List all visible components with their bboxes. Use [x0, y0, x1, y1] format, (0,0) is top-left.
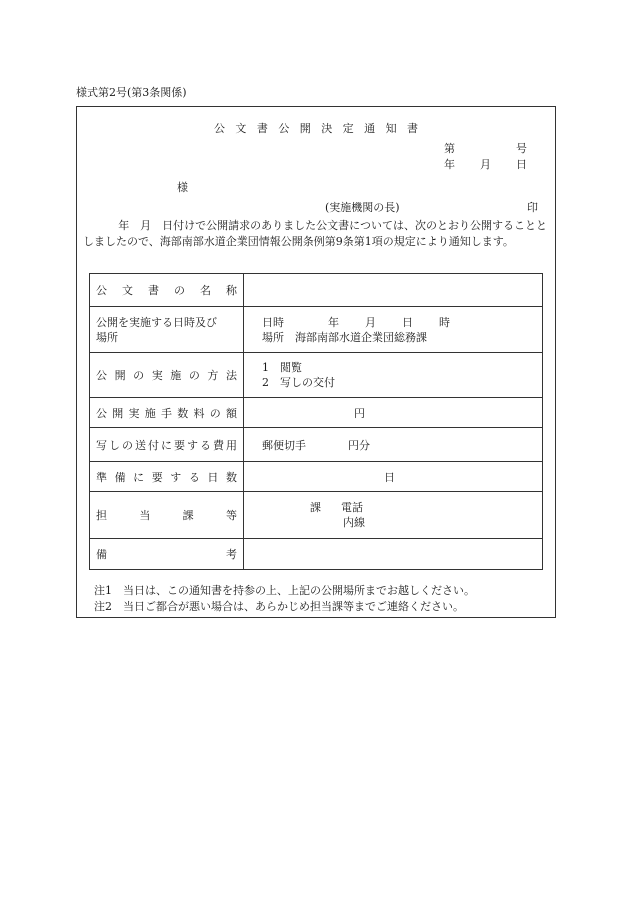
table-row	[90, 307, 543, 353]
label-char: の	[122, 438, 133, 452]
datetime-label: 日時	[262, 315, 284, 329]
disclosure-details-table	[89, 273, 543, 570]
label-char: る	[200, 438, 211, 452]
date-month: 月	[480, 158, 491, 171]
label-char: 開	[112, 406, 124, 420]
label-char: 課	[182, 509, 194, 522]
date-year: 年	[444, 158, 455, 171]
notice-body-text: 年 月 日付けで公開請求のありました公文書については、次のとおり公開することとしましたので、海部南部水道企業団情報公開条例第9条第1項の規定により通知します。	[83, 219, 547, 248]
label-char: 実	[151, 369, 163, 382]
contact-section: 課	[310, 501, 321, 514]
label-char: 用	[226, 438, 237, 452]
label-char: に	[133, 470, 145, 484]
contact-label	[90, 492, 244, 539]
label-char: 費	[213, 438, 224, 452]
label-char: 公	[96, 406, 107, 420]
label-char: 公	[96, 369, 107, 382]
label-char: 要	[174, 438, 185, 452]
table-row	[90, 428, 543, 462]
label-char: の	[174, 284, 185, 297]
label-char: 付	[148, 438, 159, 452]
label-char: 送	[135, 438, 146, 452]
remarks-label	[90, 539, 244, 570]
label-char: る	[188, 470, 200, 484]
prep-days-unit: 日	[384, 470, 395, 484]
label-char: に	[161, 438, 172, 452]
method-option-copy: 2 写しの交付	[262, 376, 335, 389]
datetime-place-label-line1: 公開を実施する日時及び	[96, 315, 217, 329]
label-char: 名	[200, 284, 211, 297]
datetime-place-label-line2: 場所	[96, 330, 118, 344]
prep-days-value	[244, 462, 543, 492]
postage-label	[90, 428, 244, 462]
label-char: し	[109, 438, 120, 452]
label-char: 数	[225, 470, 237, 484]
table-row	[90, 353, 543, 398]
label-char: 数	[177, 406, 189, 420]
datetime-month: 月	[365, 315, 376, 329]
label-char: 書	[148, 284, 159, 297]
label-char: の	[209, 406, 221, 420]
datetime-year: 年	[328, 315, 339, 329]
place-value: 場所 海部南部水道企業団総務課	[262, 330, 427, 344]
label-char: 称	[226, 284, 237, 297]
contact-phone: 電話	[341, 501, 363, 514]
issuer-title: (実施機関の長)	[325, 201, 400, 214]
method-option-inspection: 1 閲覧	[262, 361, 302, 374]
addressee-suffix: 様	[177, 181, 188, 194]
label-char: 額	[226, 406, 237, 420]
label-char: 日	[207, 470, 219, 484]
contact-value	[244, 492, 543, 539]
postage-value	[244, 428, 543, 462]
label-char: 備	[96, 548, 107, 561]
label-char: 文	[122, 284, 133, 297]
datetime-place-value	[244, 307, 543, 353]
form-number-label: 様式第2号(第3条関係)	[76, 86, 187, 99]
postage-stamp-label: 郵便切手	[262, 438, 306, 452]
fee-label	[90, 398, 244, 428]
fee-unit: 円	[354, 406, 365, 420]
seal-mark: 印	[527, 201, 538, 214]
table-row	[90, 274, 543, 307]
label-char: 実	[128, 406, 140, 420]
datetime-line	[262, 315, 542, 330]
label-char: す	[170, 470, 182, 484]
label-char: 等	[225, 509, 237, 522]
method-label	[90, 353, 244, 398]
table-row	[90, 398, 543, 428]
contact-extension: 内線	[343, 516, 365, 529]
postage-unit: 円分	[348, 438, 370, 452]
label-char: 料	[193, 406, 205, 420]
label-char: 要	[151, 470, 163, 484]
label-char: 当	[139, 509, 151, 522]
notes-block	[94, 583, 475, 615]
label-char: 公	[96, 284, 107, 297]
table-row	[90, 462, 543, 492]
fee-value	[244, 398, 543, 428]
datetime-day: 日	[402, 315, 413, 329]
label-char: 考	[226, 548, 237, 561]
label-char: の	[133, 369, 145, 382]
label-char: 施	[144, 406, 156, 420]
method-value	[244, 353, 543, 398]
label-char: 手	[161, 406, 172, 420]
label-char: の	[188, 369, 200, 382]
label-char: 施	[170, 369, 182, 382]
document-title: 公文書公開決定通知書	[213, 122, 429, 135]
note-2: 注2 当日ご都合が悪い場合は、あらかじめ担当課等までご連絡ください。	[94, 600, 464, 613]
document-name-label	[90, 274, 244, 307]
prep-days-label	[90, 462, 244, 492]
remarks-value	[244, 539, 543, 570]
label-char: 備	[114, 470, 126, 484]
date-day: 日	[516, 158, 527, 171]
table-row	[90, 539, 543, 570]
label-char: 準	[96, 470, 107, 484]
datetime-hour: 時	[439, 315, 450, 329]
number-prefix: 第	[444, 142, 455, 155]
label-char: 開	[114, 369, 126, 382]
label-char: 法	[225, 369, 237, 382]
label-char: 担	[96, 509, 107, 522]
label-char: 写	[96, 438, 107, 452]
label-char: す	[187, 438, 198, 452]
datetime-place-label	[90, 307, 244, 353]
note-1: 注1 当日は、この通知書を持参の上、上記の公開場所までお越しください。	[94, 584, 475, 597]
table-row	[90, 492, 543, 539]
document-name-value	[244, 274, 543, 307]
number-suffix: 号	[516, 142, 527, 155]
label-char: 方	[207, 369, 219, 382]
